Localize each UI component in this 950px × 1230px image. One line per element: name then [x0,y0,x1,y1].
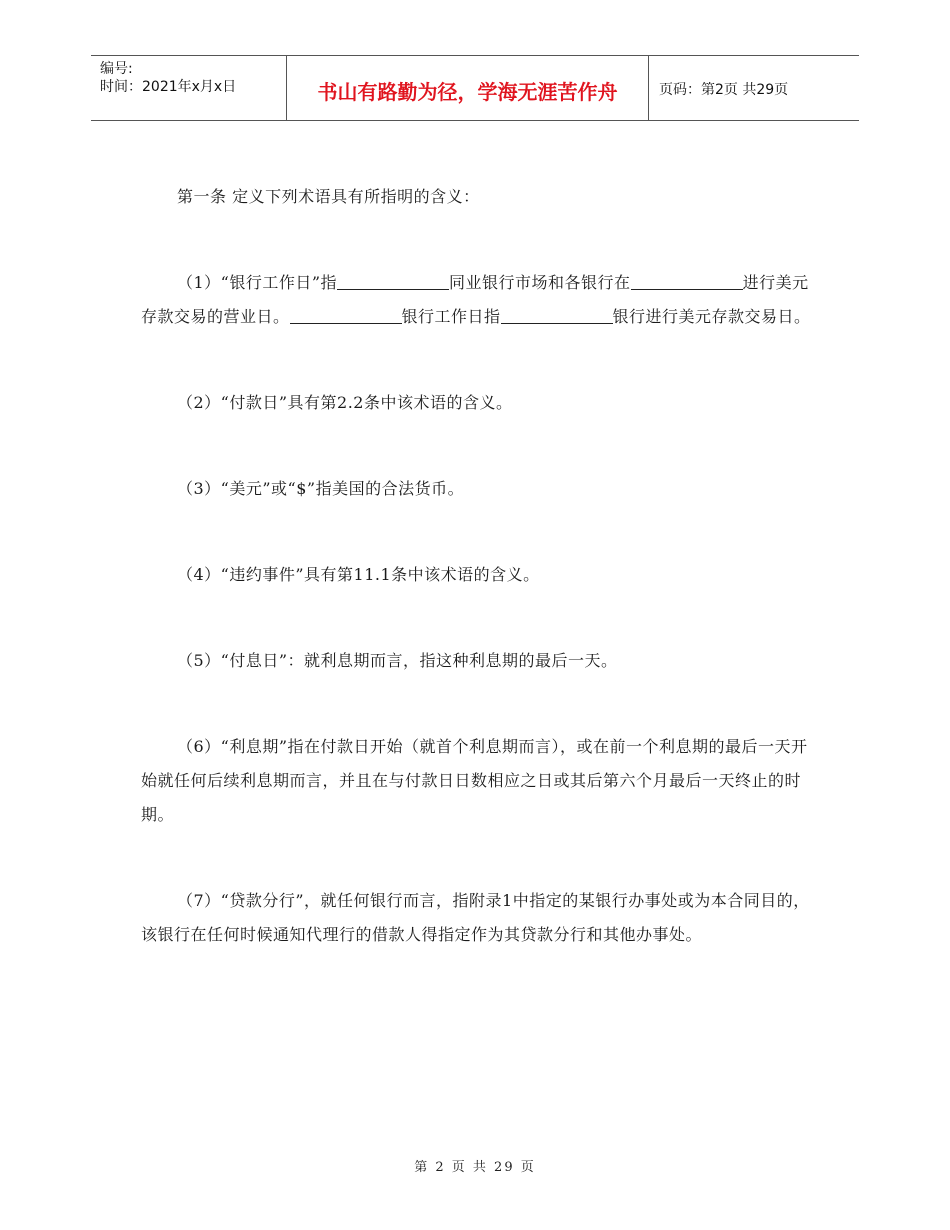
clause-text: 同业银行市场和各银行在 [449,273,631,292]
clause-banking-day [141,266,815,334]
document-body [141,180,815,1004]
clause-lending-office: （7）“贷款分行”，就任何银行而言，指附录1中指定的某银行办事处或为本合同目的，该银行在任何时候通知代理行的借款人得指定作为其贷款分行和其他办事处。 [141,891,810,944]
clause-default-event: （4）“违约事件”具有第11.1条中该术语的含义。 [177,565,540,584]
document-date-label: 时间：2021年x月x日 [100,79,237,95]
clause-payment-day: （2）“付款日”具有第2.2条中该术语的含义。 [177,393,513,412]
clause-text: 银行进行美元存款交易日。 [612,307,811,326]
fill-blank [290,305,402,324]
page-header [91,55,859,121]
clause-text: 银行工作日指 [401,307,501,326]
clause-interest-payment-day: （5）“付息日”：就利息期而言，指这种利息期的最后一天。 [177,651,618,670]
clause-dollar: （3）“美元”或“$”指美国的合法货币。 [177,479,465,498]
header-page-number: 页码：第2页 共29页 [659,82,789,98]
clause-text: 进行美元存款交易的营业日。 [141,273,809,326]
fill-blank [631,271,743,290]
header-motto: 书山有路勤为径，学海无涯苦作舟 [287,56,649,120]
clause-heading: 第一条 定义下列术语具有所指明的含义： [177,187,480,206]
clause-text: （1）“银行工作日”指 [177,273,338,292]
fill-blank [501,305,613,324]
fill-blank [337,271,449,290]
page-footer: 第 2 页 共 29 页 [414,1160,536,1175]
document-number-label: 编号: [100,61,133,77]
clause-interest-period: （6）“利息期”指在付款日开始（就首个利息期而言），或在前一个利息期的最后一天开始就任何后续利息期而言，并且在与付款日日数相应之日或其后第六个月最后一天终止的时期。 [141,737,808,824]
header-meta [91,56,287,120]
